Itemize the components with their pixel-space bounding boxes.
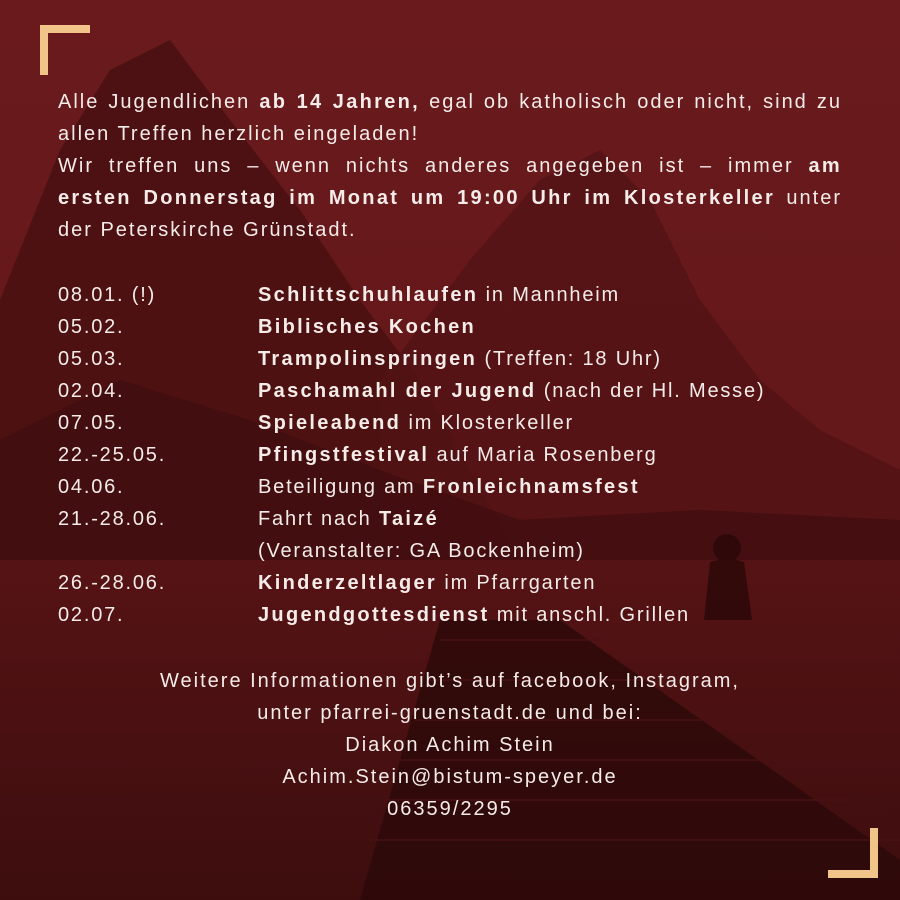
schedule-event: Biblisches Kochen (258, 316, 477, 338)
schedule-item-continuation (58, 535, 842, 567)
intro-paragraph-2: Wir treffen uns – wenn nichts anderes angegeben ist – immer am ersten Donnerstag im Monat um 19:00 Uhr im Klosterkeller unter der Peterskirche Grünstadt. (58, 155, 842, 241)
intro-text (58, 86, 842, 246)
schedule-item (58, 279, 842, 311)
schedule-event: Kinderzeltlager im Pfarrgarten (258, 572, 597, 594)
schedule-item (58, 567, 842, 599)
contact-name: Diakon Achim Stein (345, 734, 555, 756)
schedule-date: 02.04. (58, 380, 125, 402)
intro-paragraph-1: Alle Jugendlichen ab 14 Jahren, egal ob katholisch oder nicht, sind zu allen Treffen herzlich eingeladen! (58, 91, 842, 145)
corner-bracket-top-left (40, 25, 90, 75)
schedule-item (58, 311, 842, 343)
schedule-date: 21.-28.06. (58, 508, 167, 530)
schedule-item (58, 599, 842, 631)
corner-bracket-bottom-right (828, 828, 878, 878)
schedule-item (58, 439, 842, 471)
contact-line-website: unter pfarrei-gruenstadt.de und bei: (257, 702, 643, 724)
schedule-event: Beteiligung am Fronleichnamsfest (258, 476, 640, 498)
schedule-item (58, 471, 842, 503)
schedule-event: Schlittschuhlaufen in Mannheim (258, 284, 620, 306)
schedule-item (58, 343, 842, 375)
contact-email: Achim.Stein@bistum-speyer.de (282, 766, 618, 788)
schedule-date: 05.02. (58, 316, 125, 338)
schedule-item (58, 503, 842, 535)
schedule-event: Pfingstfestival auf Maria Rosenberg (258, 444, 658, 466)
schedule-event: Spieleabend im Klosterkeller (258, 412, 574, 434)
schedule-date: 26.-28.06. (58, 572, 167, 594)
schedule-date: 07.05. (58, 412, 125, 434)
contact-info (58, 665, 842, 825)
schedule-event: Paschamahl der Jugend (nach der Hl. Messe) (258, 380, 766, 402)
schedule-date: 04.06. (58, 476, 125, 498)
contact-phone: 06359/2295 (387, 798, 513, 820)
contact-line-info: Weitere Informationen gibt’s auf facebook, Instagram, (160, 670, 740, 692)
schedule-event: Trampolinspringen (Treffen: 18 Uhr) (258, 348, 662, 370)
schedule-date: 08.01. (!) (58, 284, 157, 306)
schedule-date: 02.07. (58, 604, 125, 626)
schedule-list (58, 279, 842, 631)
schedule-date: 22.-25.05. (58, 444, 167, 466)
schedule-event-note: (Veranstalter: GA Bockenheim) (258, 540, 585, 562)
schedule-event: Jugendgottesdienst mit anschl. Grillen (258, 604, 690, 626)
schedule-event: Fahrt nach Taizé (258, 508, 440, 530)
schedule-item (58, 375, 842, 407)
schedule-date: 05.03. (58, 348, 125, 370)
schedule-item (58, 407, 842, 439)
